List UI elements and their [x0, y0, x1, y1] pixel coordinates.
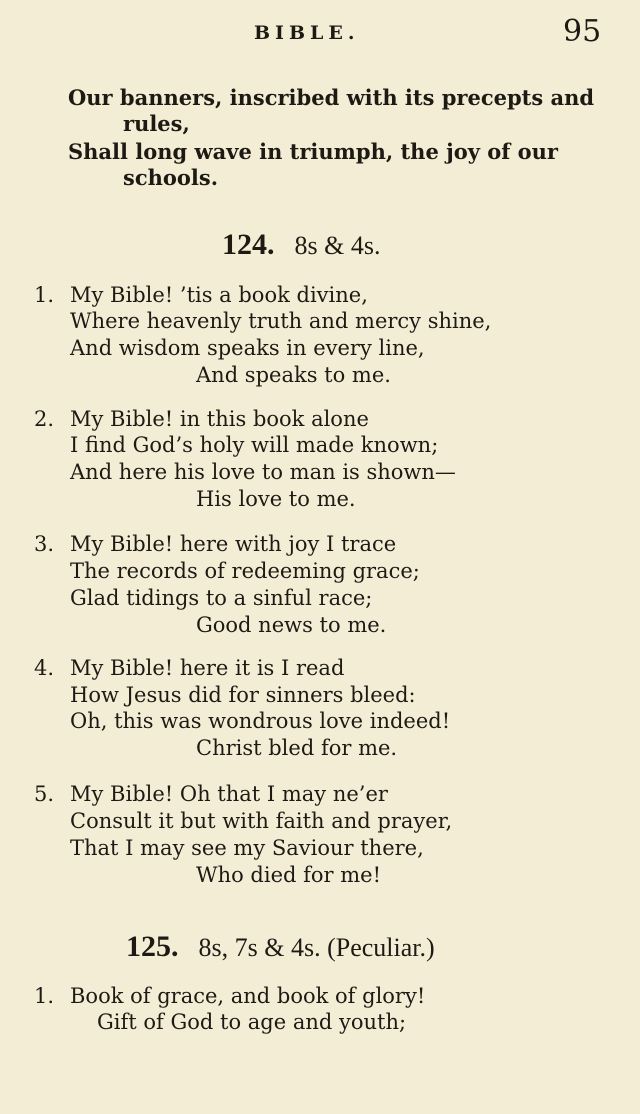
verse-line: I find God’s holy will made known;	[70, 433, 439, 457]
verse-line: Oh, this was wondrous love indeed!	[70, 709, 451, 733]
hymn-meter: 8s, 7s & 4s. (Peculiar.)	[198, 933, 435, 962]
verse-line: My Bible! in this book alone	[70, 407, 369, 431]
hymn-meter: 8s & 4s.	[294, 231, 381, 260]
verse-refrain-line: And speaks to me.	[196, 363, 391, 387]
verse-line: My Bible! here with joy I trace	[70, 532, 397, 556]
hymn-heading	[222, 228, 380, 262]
verse-number: 1.	[34, 283, 55, 307]
verse-line: Gift of God to age and youth;	[97, 1010, 407, 1034]
verse-line: My Bible! Oh that I may ne’er	[70, 782, 388, 806]
verse-number: 5.	[34, 782, 55, 806]
hymn-number: 124.	[222, 228, 275, 261]
running-head: BIBLE.	[254, 22, 360, 44]
verse-refrain-line: His love to me.	[196, 487, 356, 511]
hymn-heading	[126, 930, 435, 964]
verse-refrain-line: Who died for me!	[196, 863, 382, 887]
verse-number: 2.	[34, 407, 55, 431]
verse-number: 4.	[34, 656, 55, 680]
verse-number: 3.	[34, 532, 55, 556]
verse-line: My Bible! here it is I read	[70, 656, 345, 680]
verse-line: My Bible! ’tis a book divine,	[70, 283, 368, 307]
verse-refrain-line: Christ bled for me.	[196, 736, 398, 760]
continuation-line: rules,	[123, 111, 190, 136]
continuation-line: Shall long wave in triumph, the joy of our	[68, 139, 558, 164]
verse-line: Book of grace, and book of glory!	[70, 984, 426, 1008]
verse-line: And wisdom speaks in every line,	[70, 336, 425, 360]
verse-line: Consult it but with faith and prayer,	[70, 809, 453, 833]
verse-line: How Jesus did for sinners bleed:	[70, 683, 416, 707]
page-number: 95	[563, 14, 602, 49]
continuation-line: Our banners, inscribed with its precepts and	[68, 85, 595, 110]
verse-line: The records of redeeming grace;	[70, 559, 420, 583]
verse-line: That I may see my Saviour there,	[70, 836, 424, 860]
continuation-line: schools.	[123, 165, 219, 190]
verse-line: And here his love to man is shown—	[70, 460, 456, 484]
hymn-number: 125.	[126, 930, 179, 963]
verse-line: Where heavenly truth and mercy shine,	[70, 309, 492, 333]
verse-refrain-line: Good news to me.	[196, 613, 387, 637]
verse-number: 1.	[34, 984, 55, 1008]
verse-line: Glad tidings to a sinful race;	[70, 586, 373, 610]
